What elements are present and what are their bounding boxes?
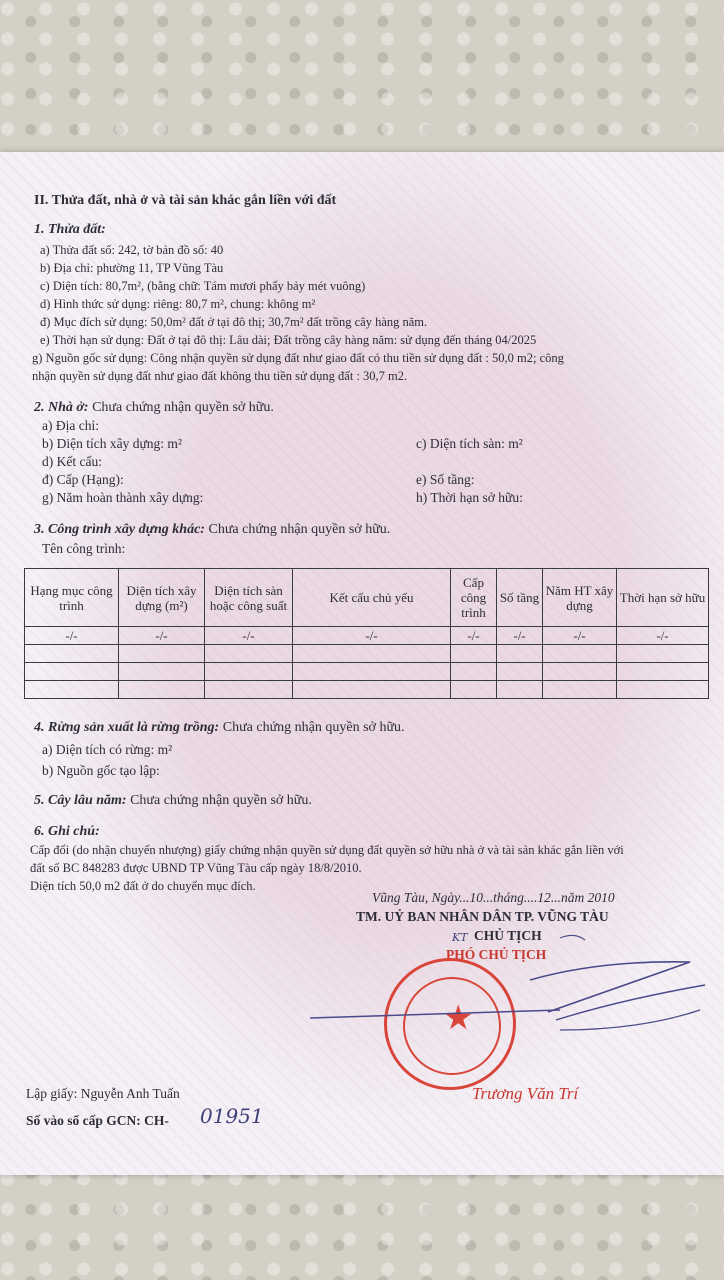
kt-mark: KT xyxy=(452,931,468,944)
column-header: Thời hạn sở hữu xyxy=(617,569,709,627)
column-header: Hạng mục công trình xyxy=(25,569,119,627)
column-header: Kết cấu chủ yếu xyxy=(293,569,451,627)
column-header: Diện tích xây dựng (m²) xyxy=(119,569,205,627)
chairman-title: CHỦ TỊCH xyxy=(474,928,542,943)
seal-star-icon: ★ xyxy=(443,1000,474,1037)
house-address: a) Địa chỉ: xyxy=(42,418,99,433)
column-header: Diện tích sàn hoặc công suất xyxy=(205,569,293,627)
other-works-status: Chưa chứng nhận quyền sở hữu. xyxy=(208,522,391,537)
table-cell: -/- xyxy=(205,627,293,645)
table-cell: -/- xyxy=(25,627,119,645)
house-floor-area: c) Diện tích sàn: m² xyxy=(416,436,523,451)
table-cell: -/- xyxy=(293,627,451,645)
work-name-label: Tên công trình: xyxy=(42,541,126,556)
forest-status: Chưa chứng nhận quyền sở hữu. xyxy=(222,720,405,735)
forest-area: a) Diện tích có rừng: m² xyxy=(42,742,173,757)
column-header: Năm HT xây dựng xyxy=(543,569,617,627)
vice-chairman-title: PHÓ CHỦ TỊCH xyxy=(446,947,547,962)
house-grade: đ) Cấp (Hạng): xyxy=(42,472,124,487)
land-usage-form: d) Hình thức sử dụng: riêng: 80,7 m², chung: không m² xyxy=(40,297,316,311)
house-structure: d) Kết cấu: xyxy=(42,454,102,469)
notes-heading: 6. Ghi chú: xyxy=(34,824,100,839)
place-date: Vũng Tàu, Ngày...10...tháng....12...năm 2010 xyxy=(372,890,615,905)
table-cell: -/- xyxy=(119,627,205,645)
land-heading: 1. Thửa đất: xyxy=(34,222,106,237)
house-ownership-term: h) Thời hạn sở hữu: xyxy=(416,490,523,505)
house-build-area: b) Diện tích xây dựng: m² xyxy=(42,436,182,451)
house-floors: e) Số tầng: xyxy=(416,472,475,487)
land-origin-1: g) Nguồn gốc sử dụng: Công nhận quyền sử dụng đất như giao đất có thu tiền sử dụng đất : 50,0 m2; công xyxy=(32,351,564,365)
column-header: Số tầng xyxy=(497,569,543,627)
issuing-authority: TM. UỶ BAN NHÂN DÂN TP. VŨNG TÀU xyxy=(356,909,609,924)
perennial-status: Chưa chứng nhận quyền sở hữu. xyxy=(130,793,312,808)
land-purpose: đ) Mục đích sử dụng: 50,0m² đất ở tại đô thị; 30,7m² đất trồng cây hàng năm. xyxy=(40,315,428,329)
prepared-by: Lập giấy: Nguyễn Anh Tuấn xyxy=(26,1086,180,1101)
table-cell: -/- xyxy=(543,627,617,645)
land-origin-2: nhận quyền sử dụng đất như giao đất không thu tiền sử dụng đất : 30,7 m2. xyxy=(32,369,408,383)
land-area: c) Diện tích: 80,7m², (bằng chữ: Tám mươi phẩy bảy mét vuông) xyxy=(40,279,366,293)
book-number: 01951 xyxy=(200,1104,264,1128)
table-cell: -/- xyxy=(617,627,709,645)
section-title: II. Thửa đất, nhà ở và tài sản khác gắn liền với đất xyxy=(34,193,337,208)
signer-name: Trương Văn Trí xyxy=(472,1084,579,1103)
forest-origin: b) Nguồn gốc tạo lập: xyxy=(42,763,160,778)
perennial-heading: 5. Cây lâu năm: xyxy=(34,793,127,808)
book-number-label: Số vào sổ cấp GCN: CH- xyxy=(26,1113,169,1128)
house-status: Chưa chứng nhận quyền sở hữu. xyxy=(92,400,274,415)
land-term: e) Thời hạn sử dụng: Đất ở tại đô thị: Lâu dài; Đất trồng cây hàng năm: sử dụng đến tháng 04/2025 xyxy=(40,333,537,347)
house-heading: 2. Nhà ở: xyxy=(34,400,89,415)
notes-line-2: đất số BC 848283 được UBND TP Vũng Tàu cấp ngày 18/8/2010. xyxy=(30,861,362,875)
table-cell: -/- xyxy=(451,627,497,645)
notes-line-3: Diện tích 50,0 m2 đất ở do chuyển mục đích. xyxy=(30,879,256,893)
notes-line-1: Cấp đổi (do nhận chuyển nhượng) giấy chứng nhận quyền sử dụng đất quyền sở hữu nhà ở và tài sản khác gắn liền với xyxy=(30,843,624,857)
column-header: Cấp công trình xyxy=(451,569,497,627)
forest-heading: 4. Rừng sản xuất là rừng trồng: xyxy=(34,720,220,735)
land-address: b) Địa chỉ: phường 11, TP Vũng Tàu xyxy=(40,261,224,275)
other-works-heading: 3. Công trình xây dựng khác: xyxy=(34,522,205,537)
table-cell: -/- xyxy=(497,627,543,645)
house-completion-year: g) Năm hoàn thành xây dựng: xyxy=(42,490,204,505)
land-number: a) Thửa đất số: 242, tờ bản đồ số: 40 xyxy=(40,243,224,257)
